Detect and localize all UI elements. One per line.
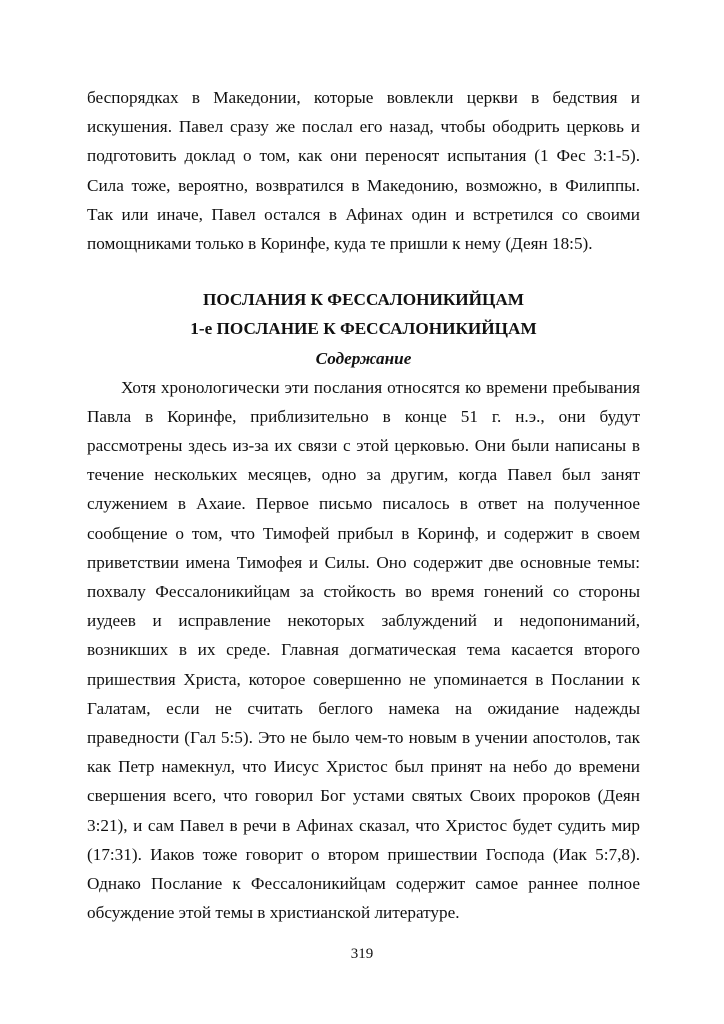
text-line: Галатам, если не считать беглого намека на ожидание надежды [87, 698, 640, 718]
text-line: приветствии имена Тимофея и Силы. Оно содержит две основные темы: [87, 552, 640, 572]
text-line: пришествия Христа, которое совершенно не упоминается в Послании к [87, 669, 640, 689]
text-line: Так или иначе, Павел остался в Афинах один и встретился со своими [87, 204, 640, 224]
page-number: 319 [350, 946, 374, 962]
text-line: искушения. Павел сразу же послал его назад, чтобы ободрить церковь и [87, 117, 640, 137]
text-line: Павла в Коринфе, приблизительно в конце 51 г. н.э., они будут [87, 406, 640, 426]
text-line: иудеев и исправление некоторых заблуждений и недопониманий, [87, 611, 640, 631]
text-line: течение нескольких месяцев, одно за другим, когда Павел был занят [87, 465, 640, 485]
text-line: служением в Ахаие. Первое письмо писалось в ответ на полученное [87, 494, 640, 514]
text-line: возникших в их среде. Главная догматическая тема касается второго [87, 640, 640, 660]
chapter-subheading: 1-е ПОСЛАНИЕ К ФЕССАЛОНИКИЙЦАМ [190, 319, 537, 339]
text-line: как Петр намекнул, что Иисус Христос был принят на небо до времени [87, 757, 640, 777]
chapter-heading: ПОСЛАНИЯ К ФЕССАЛОНИКИЙЦАМ [202, 290, 525, 310]
text-line: обсуждение этой темы в христианской литературе. [87, 903, 460, 923]
text-line: помощниками только в Коринфе, куда те пришли к нему (Деян 18:5). [87, 233, 593, 253]
text-line: Однако Послание к Фессалоникийцам содержит самое раннее полное [87, 873, 640, 893]
body-paragraph [87, 373, 640, 928]
page-body [87, 83, 640, 927]
text-line: (17:31). Иаков тоже говорит о втором пришествии Господа (Иак 5:7,8). [87, 844, 640, 864]
text-line: рассмотрены здесь из-за их связи с этой церковью. Они были написаны в [87, 436, 640, 456]
text-line: праведности (Гал 5:5). Это не было чем-то новым в учении апостолов, так [87, 727, 640, 747]
text-line: Сила тоже, вероятно, возвратился в Македонию, возможно, в Филиппы. [87, 175, 640, 195]
section-heading: Содержание [315, 348, 412, 368]
text-line: сообщение о том, что Тимофей прибыл в Коринф, и содержит в своем [87, 523, 640, 543]
text-line: беспорядках в Македонии, которые вовлекли церкви в бедствия и [87, 88, 640, 107]
text-line: свершения всего, что говорил Бог устами святых Своих пророков (Деян [87, 786, 640, 806]
text-line: Хотя хронологически эти послания относятся ко времени пребывания [121, 377, 640, 397]
text-line: похвалу Фессалоникийцам за стойкость во время гонений со стороны [87, 582, 640, 601]
intro-paragraph [87, 83, 640, 258]
text-line: подготовить доклад о том, как они переносят испытания (1 Фес 3:1-5). [87, 146, 640, 166]
section-gap [87, 258, 640, 285]
text-line: 3:21), и сам Павел в речи в Афинах сказал, что Христос будет судить мир [87, 815, 640, 835]
